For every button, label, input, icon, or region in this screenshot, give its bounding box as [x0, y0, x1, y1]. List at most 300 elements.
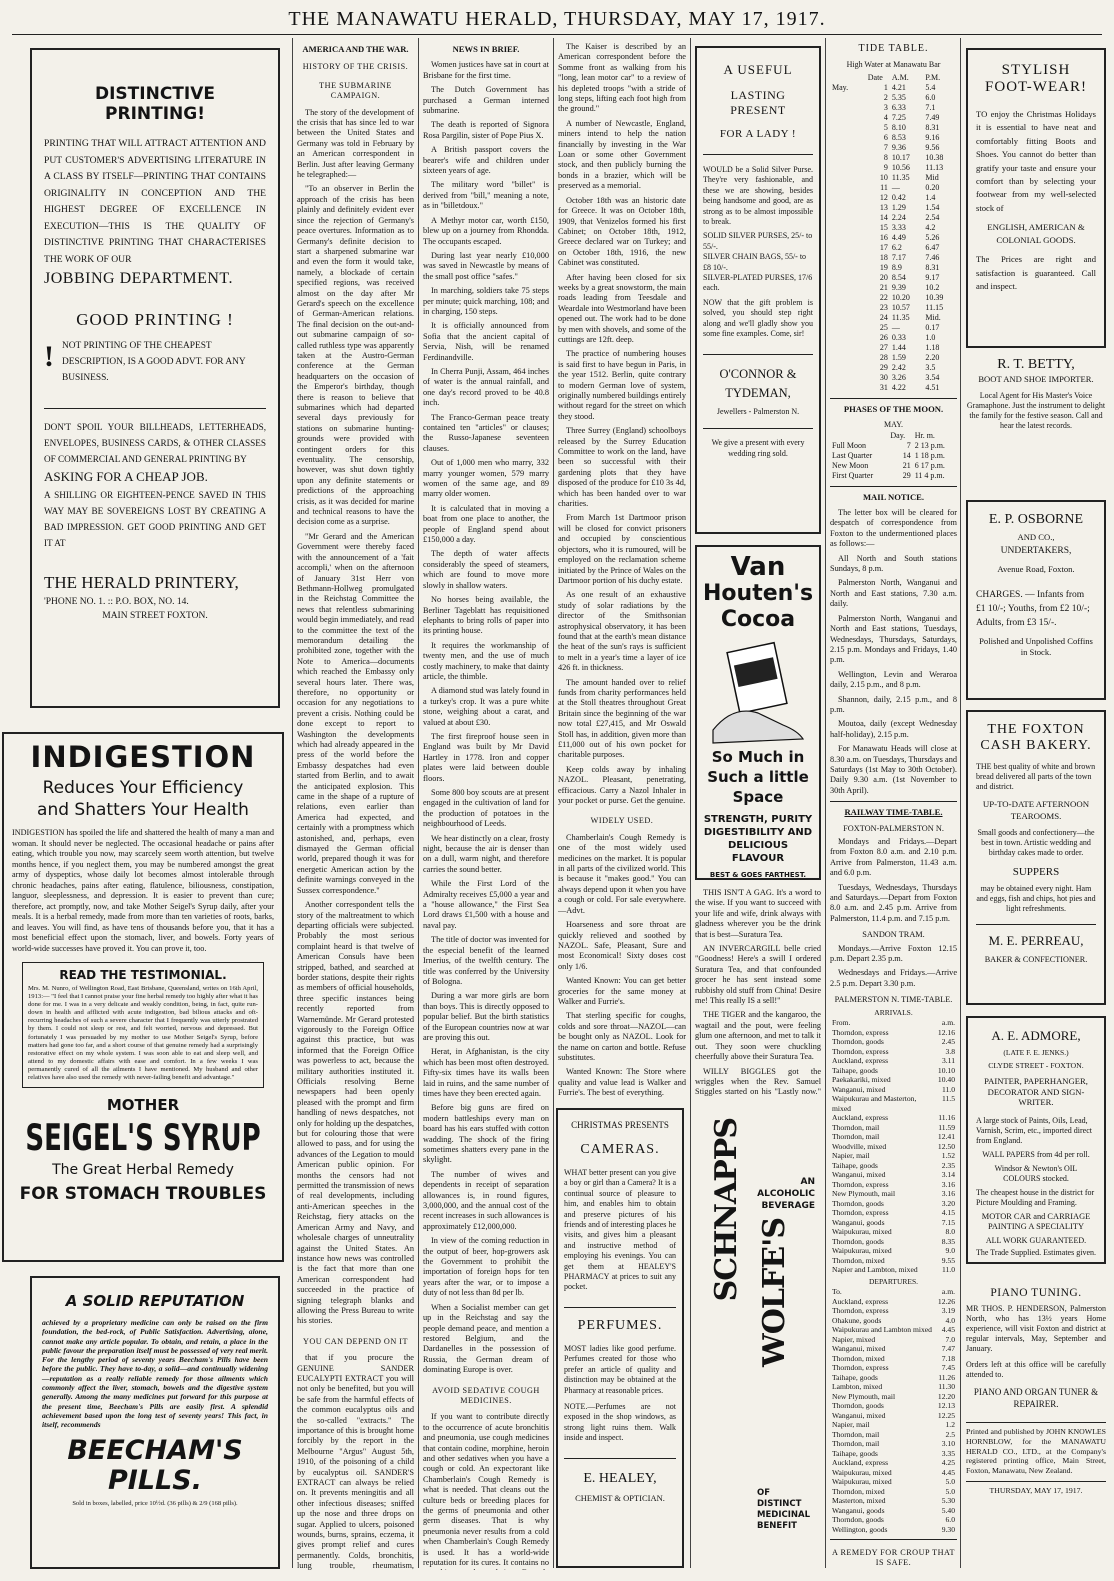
departure-row: [830, 1401, 957, 1411]
piano-body: MR THOS. P. HENDERSON, Palmerston North, who has 13½ years Home experience, will visit Foxton and district at regular intervals, May, September and January.: [966, 1304, 1106, 1354]
tide-title: TIDE TABLE.: [858, 43, 929, 54]
departure-row: [830, 1468, 957, 1478]
tide-row-cell: 10.39: [925, 292, 944, 302]
tide-row-cell: 8: [883, 152, 888, 162]
arrival-row-cell: 8.0: [945, 1227, 955, 1237]
arrival-row-cell: Wanganui, mixed: [832, 1170, 886, 1180]
stylish-goods: ENGLISH, AMERICAN & COLONIAL GOODS.: [987, 222, 1085, 246]
jeweller-1: O'CONNOR &: [719, 366, 797, 381]
tide-month-spacer: [830, 93, 861, 103]
arrival-row-cell: 3.8: [945, 1046, 955, 1056]
mail-paragraph: Palmerston North, Wanganui and North and East stations, Tuesdays, Wednesdays, Thursdays, Saturdays, 2.15 p.m. Mondays and Fridays, 1.40 p.m.: [830, 613, 957, 665]
arrival-row-cell: Thorndon, express: [832, 1179, 889, 1189]
spoil-body: DON'T SPOIL YOUR BILLHEADS, LETTERHEADS, ENVELOPES, BUSINESS CARDS, & OTHER CLASSES OF COMMERCIAL AND GENERAL PRINTING BY: [44, 422, 266, 464]
arrival-row: [830, 1066, 957, 1076]
arrival-row-cell: 8.35: [941, 1236, 955, 1246]
printing-title: DISTINCTIVE PRINTING!: [95, 84, 215, 124]
tide-row: [830, 233, 957, 243]
arrival-row: [830, 1037, 957, 1047]
widely-used-heading: WIDELY USED.: [590, 816, 654, 826]
departure-row: [830, 1373, 957, 1383]
departure-row-cell: Thorndon, express: [832, 1306, 889, 1315]
herald-printery-ad: [30, 48, 280, 708]
wolfe-title-1: WOLFE'S: [757, 1218, 792, 1367]
departure-row-cell: Waipukurau, mixed: [832, 1477, 892, 1486]
news-item: The death is reported of Signora Rosa Pargilin, sister of Pope Pius X.: [423, 120, 549, 140]
tide-month-spacer: [830, 123, 861, 133]
tide-row-cell: 4.22: [891, 382, 906, 392]
departure-row: [830, 1354, 957, 1364]
wolfe-of: OF DISTINCT MEDICINAL BENEFIT: [757, 1488, 810, 1531]
tide-month-spacer: [830, 383, 861, 393]
arrival-row-cell: Thorndon, goods: [832, 1236, 884, 1246]
moon-row-cell: 14: [902, 450, 911, 460]
tide-row-cell: 0.42: [891, 192, 906, 202]
tide-sub: High Water at Manawatu Bar: [846, 60, 941, 70]
tide-row-cell: 24: [879, 312, 888, 322]
tide-row: [830, 263, 957, 273]
suratura-item: AN INVERCARGILL belle cried "Goodness! Here's a swill I ordered Suratura Tea, and that confounded grocer he has sent instead some rubbishy old stuff from China! Desire me! This really IS a sell!": [695, 944, 821, 1006]
tide-month-spacer: [830, 223, 861, 233]
widely-used-paragraph: Hoarseness and sore throat are quickly relieved and soothed by NAZOL. Safe, Pleasant, Sure and most Economical! Sixty doses cost only 1/6.: [558, 920, 686, 971]
news-item: A British passport covers the bearer's wife and children under sixteen years of age.: [423, 145, 549, 176]
arrival-row-cell: Taihape, goods: [832, 1160, 878, 1170]
misc-item: The Kaiser is described by an American correspondent before the Somme front as walking from his "long, lean motor car" to a review of his depleted troops "with a stride of long steps, lifting each foot high from the ground.": [558, 42, 686, 114]
mail-paragraph: Shannon, daily, 2.15 p.m., and 8 p.m.: [830, 694, 957, 714]
tide-row-cell: 18: [879, 252, 888, 262]
departure-row-cell: Thorndon, goods: [832, 1515, 884, 1524]
cameras-title: CAMERAS.: [580, 1142, 660, 1157]
tide-month-spacer: [830, 133, 861, 143]
departure-row: [830, 1325, 957, 1335]
arrival-row-cell: Auckland, express: [832, 1056, 889, 1066]
tide-row: [830, 83, 957, 93]
bakery-2: CASH BAKERY.: [980, 738, 1092, 753]
dep-head-am: a.m.: [941, 1287, 955, 1296]
arrival-row-cell: 2.35: [941, 1160, 955, 1170]
tide-row-cell: 5.35: [891, 92, 906, 102]
tide-month-spacer: [830, 363, 861, 373]
departure-row: [830, 1306, 957, 1316]
arrival-row-cell: 12.16: [937, 1027, 955, 1037]
tide-month: May.: [832, 82, 849, 92]
beechams-ad: [30, 1276, 280, 1569]
arrival-row-cell: Wanganui, mixed: [832, 1084, 886, 1094]
piano-title: PIANO TUNING.: [990, 1287, 1082, 1299]
bakery-4: UP-TO-DATE AFTERNOON TEAROOMS.: [982, 799, 1090, 821]
arrival-row-cell: Waipukurau, mixed: [832, 1227, 892, 1237]
miscellany-column: [558, 42, 686, 1102]
tide-row: [830, 203, 957, 213]
tide-row-cell: 4.49: [891, 232, 906, 242]
tide-row-cell: 7.17: [891, 252, 906, 262]
departure-row-cell: Napier, mixed: [832, 1334, 876, 1344]
departure-row: [830, 1439, 957, 1449]
bakery-5: Small goods and confectionery—the best in town. Artistic wedding and birthday cakes made to order.: [977, 828, 1095, 857]
tide-row-cell: 7: [883, 142, 888, 152]
moon-row-cell: 2 13 p.m.: [914, 440, 945, 450]
tide-row-cell: 0.20: [925, 182, 940, 192]
arrival-row: [830, 1028, 957, 1038]
arrival-row: [830, 1056, 957, 1066]
departure-row-cell: 7.47: [941, 1344, 955, 1353]
america-sub-2: THE SUBMARINE CAMPAIGN.: [319, 80, 392, 101]
tide-month-spacer: [830, 253, 861, 263]
tide-row: [830, 333, 957, 343]
tide-row-cell: 10: [879, 172, 888, 182]
moon-month: MAY.: [884, 420, 903, 430]
tide-row: [830, 113, 957, 123]
indigestion-sub-1: Reduces Your Efficiency: [42, 778, 244, 798]
arrival-row-cell: Thorndon, mail: [832, 1122, 880, 1132]
news-item: No horses being available, the Berliner Tageblatt has requisitioned elephants to bring rolls of paper into its printing house.: [423, 595, 549, 636]
admore-street: CLYDE STREET - FOXTON.: [988, 1061, 1084, 1070]
van-houten-1: Van: [730, 552, 786, 582]
arrival-row-cell: Napier, mail: [832, 1151, 870, 1161]
tide-row-cell: 13: [879, 202, 888, 212]
tide-month-spacer: [830, 263, 861, 273]
arrival-row-cell: 11.16: [938, 1113, 955, 1123]
tide-row-cell: 5: [883, 122, 888, 132]
tide-month-spacer: [830, 343, 861, 353]
arrival-row: [830, 1075, 957, 1085]
departure-row-cell: Auckland, express: [832, 1458, 889, 1467]
departure-row-cell: 4.45: [941, 1325, 955, 1334]
tide-row-cell: 4: [883, 112, 888, 122]
departure-row: [830, 1316, 957, 1326]
rail-sub: FOXTON-PALMERSTON N.: [843, 823, 944, 833]
bakery-1: THE FOXTON: [987, 722, 1085, 737]
van-houten-3: Cocoa: [720, 607, 796, 632]
arrival-row-cell: Thorndon, express: [832, 1027, 889, 1037]
wolfe-title-2: SCHNAPPS: [709, 1118, 744, 1302]
news-item: The Dutch Government has purchased a German interned submarine.: [423, 85, 549, 116]
printing-dept: JOBBING DEPARTMENT.: [44, 270, 233, 287]
arrival-row-cell: 11.59: [938, 1122, 955, 1132]
tide-row-cell: 6.0: [925, 92, 936, 102]
tide-row-cell: 10.20: [891, 292, 910, 302]
jeweller-4: We give a present with every wedding ring sold.: [711, 437, 805, 458]
departure-row-cell: 3.35: [941, 1448, 955, 1458]
news-item: The title of doctor was invented for the especial benefit of the learned Irnerius, of the twelfth century. The title was conferred by the University of Bologna.: [423, 935, 549, 986]
tide-row-cell: 0.17: [925, 322, 940, 332]
van-houtens-ad: [695, 545, 821, 880]
widely-used-paragraph: Chamberlain's Cough Remedy is one of the most widely used medicines on the market. It is popular in all parts of the civilized world. This is because it "makes good." You can always depend upon it when you have a cough or cold. For sale everywhere.—Advt.: [558, 832, 686, 915]
news-item: It is calculated that in moving a boat from one place to another, the people of England spend about £150,000 a day.: [423, 503, 549, 545]
news-item: When a Socialist member can get up in the Reichstag and say the people demand peace, and mention a restored Belgium, and the Dardanelles in the possession of Russia, the German dream of dominating Europe is over.: [423, 1302, 549, 1375]
admore-late: (LATE F. E. JENKS.): [1003, 1048, 1069, 1057]
arrival-row-cell: Auckland, express: [832, 1113, 889, 1123]
arr-head-am: a.m.: [941, 1018, 955, 1028]
tide-row-cell: 4.21: [891, 82, 906, 92]
news-item: The first fireproof house seen in England was built by Mr David Hartley in 1778. Iron and copper plates were laid between double floors.: [423, 731, 549, 783]
tide-row: [830, 283, 957, 293]
tide-row-cell: 7.1: [925, 102, 936, 112]
departure-row: [830, 1458, 957, 1468]
solid-reputation-body: achieved by a proprietary medicine can only be raised on the firm foundation, the bed-rock, of Public Satisfaction. Advertising, alone, cannot make any article popular. To obtain, and retain, a place in the public favour the preparation itself must be possessed of very real merit. For the lengthy period of seventy years Beecham's Pills have been before the public. They have to-day, a solid—and continually widening—reputation as a really reliable remedy for those ailments which commonly affect the liver, stomach, bowels and the digestive system generally. Among the many medicines put forward for this purpose at the present time, Beecham's Pills are easily first. A splendid achievement based upon the long test of seventy years! This fact, in itself, recommends: [42, 1318, 268, 1430]
departure-row: [830, 1344, 957, 1354]
indigestion-title: INDIGESTION: [30, 740, 256, 774]
news-item: The number of wives and dependents in receipt of separation allowances is, in round figures, 3,000,000, and the annual cost of the recent increases in such allowances is approximately £12,000,000.: [423, 1169, 549, 1231]
tide-row-cell: 9.16: [925, 132, 940, 142]
departure-row: [830, 1525, 957, 1535]
departure-row: [830, 1392, 957, 1402]
stomach-troubles: FOR STOMACH TROUBLES: [19, 1184, 267, 1205]
tide-row-cell: 5.26: [925, 232, 940, 242]
tide-month-spacer: [830, 373, 861, 383]
arrival-row: [830, 1123, 957, 1133]
misc-item: As one result of an exhaustive study of solar radiations by the director of the Smithsonian astrophysical observatory, it has been found that at the earth's mean distance the heat of the sun's rays is sufficient to melt in a year's time a layer of ice 426 ft. in thickness.: [558, 590, 686, 673]
departure-row-cell: 5.30: [941, 1496, 955, 1505]
departure-row: [830, 1477, 957, 1487]
arrival-row: [830, 1170, 957, 1180]
masthead-rule: [12, 34, 1102, 35]
tide-row: [830, 303, 957, 313]
printery-street: MAIN STREET FOXTON.: [102, 611, 208, 621]
healey-pharmacy-ad-visible: [556, 1108, 684, 1568]
tide-row-cell: 23: [879, 302, 888, 312]
betty-block: [966, 356, 1106, 456]
spoil-body-2: A SHILLING OR EIGHTEEN-PENCE SAVED IN THIS WAY MAY BE SOVEREIGNS LOST BY CREATING A BAD IMPRESSION. GET GOOD PRINTING AND GET IT AT: [44, 490, 266, 548]
exclamation-icon: !: [44, 340, 54, 373]
tide-row: [830, 223, 957, 233]
tide-row: [830, 213, 957, 223]
arrival-row-cell: 3.16: [941, 1189, 955, 1199]
tide-head-date: Date: [867, 72, 883, 82]
arrival-row: [830, 1265, 957, 1275]
osborne-co: AND CO.,: [1017, 532, 1055, 542]
tide-row-cell: 30: [879, 372, 888, 382]
departure-row: [830, 1411, 957, 1421]
tide-row-cell: 26: [879, 332, 888, 342]
arrival-row-cell: 9.0: [945, 1246, 955, 1256]
tide-row-cell: 16: [879, 232, 888, 242]
tide-month-spacer: [830, 303, 861, 313]
departure-row-cell: Thorndon, mail: [832, 1429, 880, 1439]
arrival-row: [830, 1246, 957, 1256]
moon-row-cell: 29: [902, 470, 911, 480]
mail-paragraph: All North and South stations Sundays, 8 p.m.: [830, 553, 957, 574]
departure-row-cell: 12.20: [937, 1391, 955, 1401]
arrival-row-cell: Thorndon, mixed: [832, 1255, 885, 1265]
tide-head-am: A.M.: [891, 72, 909, 82]
tide-month-spacer: [830, 283, 861, 293]
tide-month-spacer: [830, 113, 861, 123]
avoid-heading: AVOID SEDATIVE COUGH MEDICINES.: [432, 1385, 540, 1405]
tide-row: [830, 173, 957, 183]
departure-row-cell: 2.5: [945, 1429, 955, 1439]
beechams-title: BEECHAM'S PILLS.: [67, 1434, 243, 1496]
departure-row: [830, 1430, 957, 1440]
tide-row-cell: 11.35: [891, 312, 910, 322]
tide-head-spacer: [830, 73, 861, 83]
perfumes-note: NOTE.—Perfumes are not exposed in the shop windows, as strong light ruins them. Walk inside and inspect.: [564, 1401, 676, 1443]
solid-reputation-title: A SOLID REPUTATION: [65, 1292, 245, 1310]
tide-row: [830, 103, 957, 113]
arrival-row-cell: Wanganui, goods: [832, 1217, 885, 1227]
departure-row-cell: 6.0: [945, 1515, 955, 1524]
departure-row-cell: Thorndon, express: [832, 1363, 889, 1372]
departure-row-cell: Auckland, express: [832, 1296, 889, 1306]
departure-row-cell: 3.19: [941, 1306, 955, 1315]
admore-oils: Windsor & Newton's OIL COLOURS stocked.: [994, 1163, 1078, 1183]
news-item: We hear distinctly on a clear, frosty night, because the air is denser than on a dull, warm night, and therefore carries the sound better.: [423, 833, 549, 874]
arrival-row-cell: Thorndon, goods: [832, 1037, 884, 1047]
betty-trade: BOOT AND SHOE IMPORTER.: [978, 374, 1094, 385]
perreau-name: M. E. PERREAU,: [988, 933, 1084, 948]
arrival-row-cell: 3.11: [941, 1056, 955, 1066]
news-item: While the First Lord of the Admiralty receives £5,000 a year and a "house allowance," the First Sea Lord draws £1,500 with a house and naval pay.: [423, 879, 549, 930]
moon-row-cell: 7: [906, 440, 911, 450]
purses-3: SILVER-PLATED PURSES, 17/6 each.: [703, 273, 813, 293]
oconnor-tydeman-ad: [695, 46, 821, 534]
tide-row: [830, 143, 957, 153]
tide-row: [830, 353, 957, 363]
perfumes-body: MOST ladies like good perfume. Perfumes created for those who prefer an article of quality and distinction may be obtained at the Pharmacy at reasonable prices.: [564, 1343, 676, 1395]
betty-agent: Local Agent for His Master's Voice Gramaphone. Just the instrument to delight the family for the festive season. Call and hear the latest records.: [966, 390, 1106, 430]
admore-trade: PAINTER, PAPERHANGER, DECORATOR AND SIGN-WRITER.: [984, 1076, 1088, 1107]
tide-row: [830, 313, 957, 323]
arrival-row-cell: Napier and Lambton, mixed: [832, 1265, 918, 1275]
mail-title: MAIL NOTICE.: [862, 491, 925, 502]
departure-row-cell: Lambton, mixed: [832, 1382, 883, 1391]
osborne-address: Avenue Road, Foxton.: [997, 564, 1075, 574]
departure-row-cell: 7.18: [941, 1353, 955, 1363]
arrival-row-cell: 10.40: [937, 1075, 955, 1085]
departure-row: [830, 1496, 957, 1506]
tide-row-cell: 9.56: [925, 142, 940, 152]
departure-row-cell: 4.45: [941, 1467, 955, 1477]
cheap-job: ASKING FOR A CHEAP JOB.: [44, 469, 208, 484]
news-item: The depth of water affects considerably the speed of steamers, which are found to move more slowly in shallow waters.: [423, 549, 549, 590]
tide-row-cell: 6.33: [891, 102, 906, 112]
tide-row-cell: 8.31: [925, 262, 940, 272]
departure-row-cell: 4.25: [941, 1458, 955, 1467]
departure-row: [830, 1335, 957, 1345]
tide-row-cell: 28: [879, 352, 888, 362]
indigestion-body: INDIGESTION has spoiled the life and shattered the health of many a man and woman. It should never be neglected. The occasional headache or pains after eating, which trouble you now, may scarcely seem worth attention, but twelve months hence, if you neglect them, you may be numbered amongst the great army of dyspeptics, whose daily lot becomes almost intolerable through chronic headaches, pains after eating, flatulence, biliousness, constipation, languor, sleeplessness, and depression. It is easier to prevent than cure; therefore, act promptly, now, and take Mother Seigel's Syrup daily, after your meals. It is a herbal remedy, made from more than ten varieties of roots, barks, and leaves. You will find, as have tens of thousands before you, that it has a most beneficial effect upon the stomach, liver, and bowels. Forty years of world-wide successes have proved it. You can prove it, too.: [12, 828, 274, 953]
betty-footwear-ad: [966, 48, 1106, 348]
news-item: It is officially announced from Sofia that the ancient capital of Servia, Nish, will be renamed Ferdinandville.: [423, 321, 549, 362]
suratura-item: WILLY BIGGLES got the wriggles when the Rev. Samuel Stiggles started on his "Lastly now.": [695, 1066, 821, 1097]
tide-row-cell: 12: [879, 192, 888, 202]
van-houten-5: STRENGTH, PURITY DIGESTIBILITY AND DELICIOUS FLAVOUR: [703, 814, 813, 864]
tide-row-cell: 4.2: [925, 222, 936, 232]
tide-month-spacer: [830, 143, 861, 153]
tide-row: [830, 243, 957, 253]
tide-month-spacer: [830, 293, 861, 303]
departure-row-cell: 9.30: [941, 1524, 955, 1534]
tide-row-cell: 31: [879, 382, 888, 392]
mail-paragraph: For Manawatu Heads will close at 8.30 a.m. on Tuesdays, Thursdays and Saturdays (1st May to 30th October). Daily 9.30 a.m. (1st November to 30th April).: [830, 744, 957, 795]
tide-row-cell: 8.31: [925, 122, 940, 132]
column-divider: [418, 38, 419, 1568]
good-printing-body: NOT PRINTING OF THE CHEAPEST DESCRIPTION, IS A GOOD ADVT. FOR ANY BUSINESS.: [62, 341, 246, 383]
perfumes-title: PERFUMES.: [577, 1317, 663, 1333]
misc-item: Keep colds away by inhaling NAZOL. Pleasant, penetrating, efficacious. Carry a Nazol Inhaler in your pocket or purse. Get the genuine.: [558, 764, 686, 806]
arrival-row-cell: Thorndon, express: [832, 1046, 889, 1056]
moon-row-cell: Last Quarter: [832, 450, 873, 460]
departure-row-cell: Thorndon, goods: [832, 1401, 884, 1410]
useful-1: A USEFUL: [723, 62, 793, 77]
tide-row-cell: 9.36: [891, 142, 906, 152]
tide-row-cell: 10.2: [925, 282, 940, 292]
news-item: A Methyr motor car, worth £150, blew up on a journey from Rhondda. The occupants escaped.: [423, 215, 549, 246]
tide-row-cell: 2.20: [925, 352, 940, 362]
tide-row: [830, 93, 957, 103]
news-item: During last year nearly £10,000 was saved in Newcastle by means of the small post office "safes.": [423, 250, 549, 281]
tide-row-cell: 9: [883, 162, 888, 172]
column-divider: [690, 38, 691, 1568]
tide-row-cell: Mid.: [925, 312, 941, 322]
tide-row-cell: 8.10: [891, 122, 906, 132]
tide-row-cell: 8.53: [891, 132, 906, 142]
xmas-presents: CHRISTMAS PRESENTS: [571, 1120, 669, 1130]
departure-row-cell: Thorndon, mixed: [832, 1353, 885, 1363]
tide-row-cell: 2: [883, 92, 888, 102]
tide-row-cell: 0.33: [891, 332, 906, 342]
tide-row: [830, 253, 957, 263]
tide-row-cell: 17: [879, 242, 888, 252]
printery-phone: 'PHONE NO. 1. :: P.O. BOX, NO. 14.: [44, 597, 189, 607]
tide-month-spacer: [830, 193, 861, 203]
tide-row-cell: 10.56: [891, 162, 910, 172]
departure-row-cell: Masterton, mixed: [832, 1496, 886, 1505]
arrival-row: [830, 1151, 957, 1161]
healey-title: CHEMIST & OPTICIAN.: [575, 1492, 665, 1503]
tide-month-spacer: [830, 273, 861, 283]
tide-row-cell: 7.46: [925, 252, 940, 262]
departure-row-cell: Taihape, goods: [832, 1372, 878, 1382]
tide-row: [830, 363, 957, 373]
purses-1: SOLID SILVER PURSES, 25/- to 55/-.: [703, 231, 813, 251]
tide-row: [830, 293, 957, 303]
news-heading: NEWS IN BRIEF.: [452, 44, 520, 54]
tide-row-cell: 6: [883, 132, 888, 142]
testimonial-box: [22, 962, 264, 1088]
pn-title: PALMERSTON N. TIME-TABLE.: [834, 995, 953, 1005]
america-paragraph: The story of the development of the crisis that has since led to war between the United States and Germany was told in February by an American correspondent in Berlin. Just after leaving Germany he telegraphed:—: [297, 107, 414, 180]
avoid-paragraph: If you want to contribute directly to the occurrence of acute bronchitis and pneumonia, use cough medicines that contain codine, morphine, heroin and other sedatives when you have a cough or cold. An expectorant like Chamberlain's Cough Remedy is what is needed. That cleans out the culture beds or breeding places for the germs of pneumonia and other germ diseases. That is why pneumonia never results from a cold when Chamberlain's Cough Remedy is used. It has a world-wide reputation for its cures. It contains no: [423, 1412, 549, 1568]
arrival-row: [830, 1161, 957, 1171]
departure-row-cell: Napier, mail: [832, 1420, 870, 1429]
tide-row-cell: 27: [879, 342, 888, 352]
tide-row: [830, 163, 957, 173]
tide-row-cell: 1: [883, 82, 888, 92]
moon-row-cell: 11 4 p.m.: [914, 470, 945, 480]
news-in-brief-column: [423, 42, 549, 1570]
tide-row: [830, 193, 957, 203]
tide-row-cell: 2.24: [891, 212, 906, 222]
news-item: Women justices have sat in court at Brisbane for the first time.: [423, 60, 549, 80]
tide-month-spacer: [830, 183, 861, 193]
tide-month-spacer: [830, 203, 861, 213]
tide-row-cell: Mid: [925, 172, 939, 182]
tide-row-cell: 6.2: [891, 242, 902, 252]
tide-row: [830, 183, 957, 193]
departure-row-cell: 12.13: [937, 1401, 955, 1410]
van-houten-6: BEST & GOES FARTHEST.: [709, 871, 807, 879]
rail-title: RAILWAY TIME-TABLE.: [844, 807, 943, 818]
printery-name: THE HERALD PRINTERY,: [44, 573, 239, 592]
tide-month-spacer: [830, 213, 861, 223]
tide-row-cell: 4.51: [925, 382, 940, 392]
imprint: Printed and published by JOHN KNOWLES HORNBLOW, for the MANAWATU HERALD CO., LTD., at the Company's registered printing office, Main Street, Foxton, Manawatu, New Zealand.: [966, 1427, 1106, 1475]
tide-row: [830, 133, 957, 143]
moon-title: PHASES OF THE MOON.: [843, 403, 944, 414]
tide-row-cell: 1.0: [925, 332, 936, 342]
departures-table: [830, 1287, 957, 1534]
